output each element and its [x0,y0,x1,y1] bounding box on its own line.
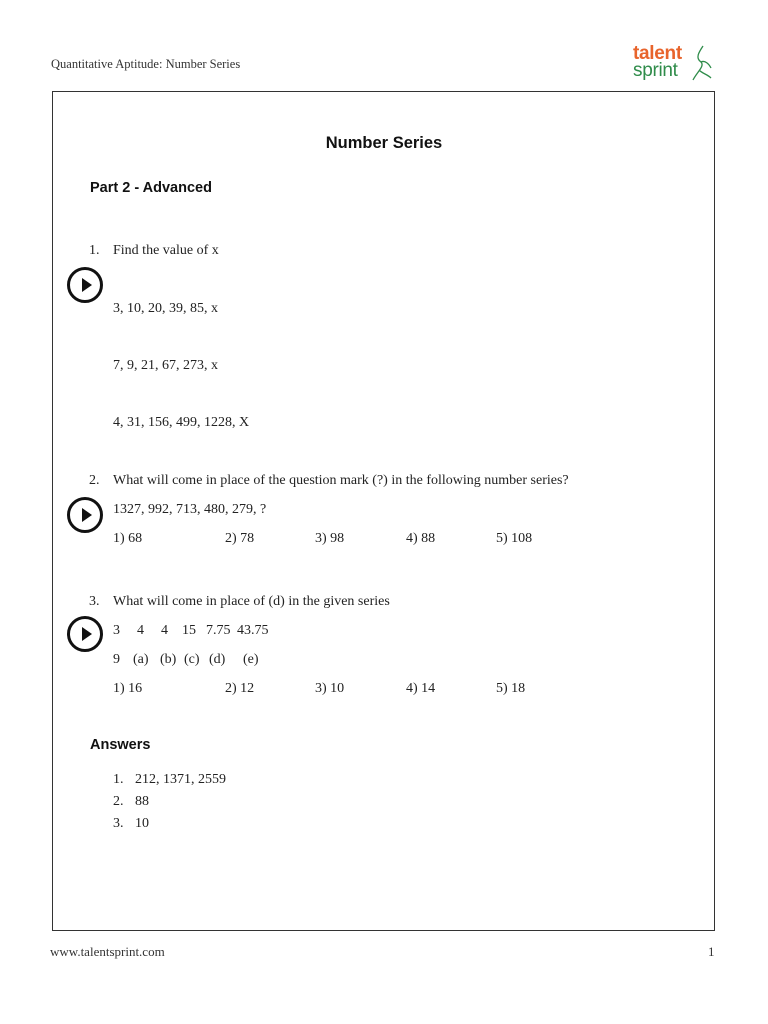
question-2-option-2: 2) 78 [225,531,255,546]
play-button-icon[interactable] [67,616,103,652]
logo-text-talent: talent [633,43,682,64]
answer-2-number: 2. [113,794,124,809]
series-term: 9 [113,652,120,667]
series-term: 4 [161,623,168,638]
series-term: 4 [137,623,144,638]
talentsprint-logo [633,44,713,86]
question-3-number: 3. [89,594,100,609]
answer-1-text: 212, 1371, 2559 [135,772,226,787]
document-title: Number Series [325,134,443,152]
answer-3-text: 10 [135,816,149,831]
series-term: 43.75 [237,623,269,638]
logo-text-sprint: sprint [633,60,678,81]
question-3-option-2: 2) 12 [225,681,255,696]
series-term: 7.75 [206,623,231,638]
question-3-option-1: 1) 16 [113,681,143,696]
answer-3-number: 3. [113,816,124,831]
question-3-option-4: 4) 14 [406,681,436,696]
play-button-icon[interactable] [67,267,103,303]
series-term: (b) [160,652,177,667]
answer-1-number: 1. [113,772,124,787]
question-2-series: 1327, 992, 713, 480, 279, ? [113,502,267,517]
question-2-option-1: 1) 68 [113,531,143,546]
series-term: (d) [209,652,226,667]
question-1-series-1: 3, 10, 20, 39, 85, x [113,301,218,316]
question-3-option-3: 3) 10 [315,681,345,696]
question-2-option-3: 3) 98 [315,531,345,546]
question-2-option-5: 5) 108 [496,531,533,546]
question-1-number: 1. [89,243,100,258]
series-term: 3 [113,623,120,638]
part-heading: Part 2 - Advanced [90,180,212,196]
series-term: (a) [133,652,149,667]
runner-icon [691,44,713,84]
series-term: (c) [184,652,200,667]
page-number: 1 [708,944,715,959]
series-term: (e) [243,652,259,667]
footer-url: www.talentsprint.com [50,944,165,959]
play-button-icon[interactable] [67,497,103,533]
answers-heading: Answers [90,737,151,753]
question-3-prompt: What will come in place of (d) in the given series [113,594,390,609]
question-2-prompt: What will come in place of the question mark (?) in the following number series? [113,473,569,488]
question-1-series-3: 4, 31, 156, 499, 1228, X [113,415,250,430]
question-1-series-2: 7, 9, 21, 67, 273, x [113,358,218,373]
answer-2-text: 88 [135,794,149,809]
header-title: Quantitative Aptitude: Number Series [51,57,241,71]
series-term: 15 [182,623,196,638]
question-3-option-5: 5) 18 [496,681,526,696]
question-2-number: 2. [89,473,100,488]
question-2-option-4: 4) 88 [406,531,436,546]
question-1-prompt: Find the value of x [113,243,219,258]
